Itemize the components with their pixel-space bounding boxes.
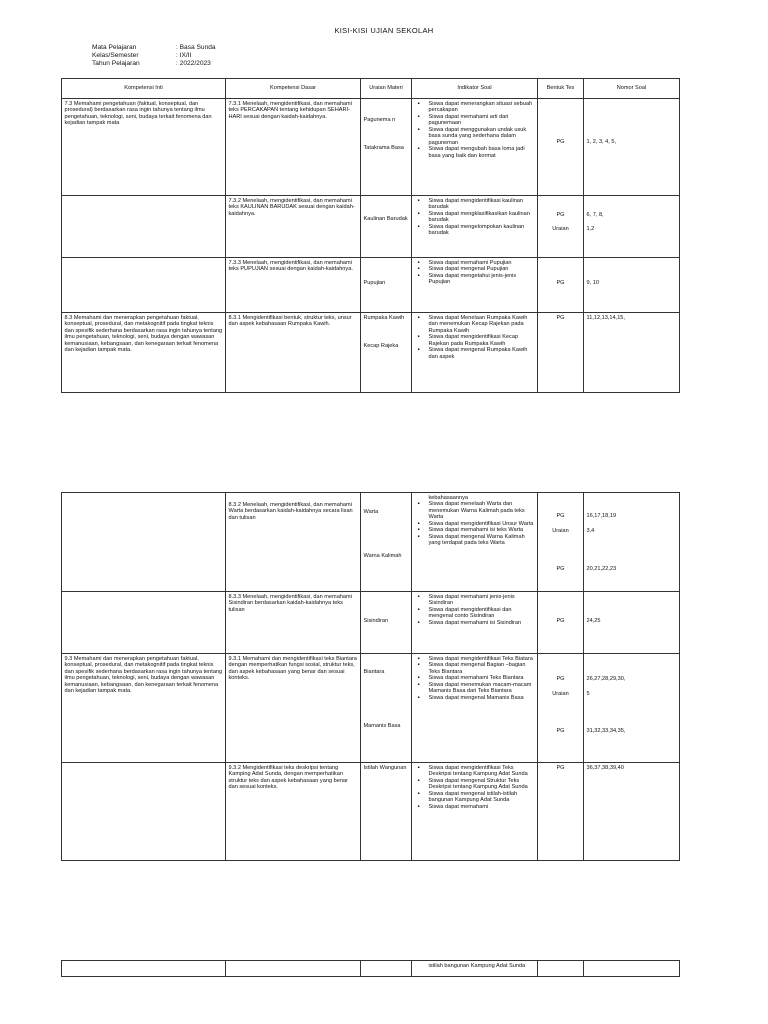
table-row [62,313,680,393]
nomor-item: 6, 7, 8, [586,211,604,218]
table-row [62,654,680,763]
nomor-cell [584,654,680,763]
nomor-cell: 11,12,13,14,15, [584,313,680,393]
kd-text: 8.3.2 Menelaah, mengidentifikasi, dan memahami Warta berdasarkan kaidah-kaidahnya secara lisan dan tulisan [228,501,353,521]
list-item: ▪ Siswa dapat memahami [429,804,535,811]
nomor-item: 16,17,18,19 [586,512,617,519]
meta-label: Tahun Pelajaran [92,59,140,67]
kd-cell [226,961,361,977]
list-item: ▪ Siswa dapat menggunakan undak usuk basa sunda yang sederhana dalam paguneman [429,127,535,147]
nomor-cell [584,961,680,977]
list-item: ▪ Siswa dapat mengidentifikasi Kecap Rajekan pada Rumpaka Kawih [429,334,535,347]
list-item: ▪ Siswa dapat mengidentifikasi kaulinan barudak [429,198,535,211]
table-row [62,961,680,977]
materi-item: Biantara [363,668,385,675]
bentuk-item: Uraian [552,226,569,232]
list-item: ▪ Siswa dapat mengklasifikasikan kaulinan barudak [429,211,535,224]
bentuk-item: PG [556,138,565,145]
list-item: ▪ Siswa dapat memahami Pupujian [429,260,535,267]
list-item: ▪ Siswa dapat memahami arti dari pagunemaan [429,114,535,127]
ki-cell [62,961,226,977]
list-item: ▪ Siswa dapat mengenal Struktur Teks Deskripsi tentang Kampung Adat Sunda [429,778,535,791]
list-item: ▪ Siswa dapat menerangkan situasi sebuah percakapan [429,101,535,114]
indikator-cell [412,258,538,313]
materi-cell [361,961,412,977]
nomor-cell [584,592,680,654]
header-indikator: Indikator Soal [412,79,538,99]
bentuk-item: PG [556,617,565,624]
materi-item: Mamanis Basa [363,723,401,729]
kd-cell [226,493,361,592]
header-kd: Kompetensi Dasar [226,79,361,99]
grid-table-part-1 [61,78,680,393]
ki-cell: 9.3 Memahami dan menerapkan pengetahuan faktual, konseptual, prosedural, dan metakognitif pada tingkat teknis dan spesifik sederhana berdasarkan rasa ingin tahunya tentang ilmu pengetahuan, teknologi, seni, budaya dengan wawasan kemanusiaan, kebangsaan, dan kenegaraan terkait fenomena dan kejadian tampak mata. [62,654,226,763]
list-item: ▪ Siswa dapat mengetahui jenis-jenis Pupujian [429,273,535,286]
bentuk-item: PG [556,211,565,218]
materi-cell [361,258,412,313]
bentuk-cell: PG [538,313,584,393]
indikator-cell [412,493,538,592]
materi-cell [361,196,412,258]
meta-value: : Basa Sunda [176,44,216,51]
materi-item: Tatakrama Basa [363,145,404,151]
nomor-cell [584,258,680,313]
meta-value: : IX/II [176,51,192,59]
nomor-cell [584,196,680,258]
table-row [62,99,680,196]
list-item: ▪ Siswa dapat memahami isi Sisindiran [429,620,535,627]
grid-table-part-3 [61,960,680,977]
ki-cell [62,493,226,592]
list-item: ▪ Siswa dapat memahami isi teks Warta [429,527,535,534]
list-item: ▪ Siswa dapat mengidentifikasi Unsur Warta [429,521,535,528]
nomor-item: 31,32,33,34,35, [586,727,626,734]
ki-cell [62,592,226,654]
nomor-item: 1, 2, 3, 4, 5, [586,138,617,145]
header-materi: Uraian Materi [361,79,412,99]
table-row [62,763,680,861]
list-item: ▪ Siswa dapat Menelaan Rumpaka Kawih dan menemukan Kecap Rajekan pada Rumpaka Kawih [429,315,535,335]
bentuk-item: Uraian [552,691,569,697]
bentuk-item: PG [556,727,565,734]
bentuk-item: PG [556,512,565,519]
nomor-cell [584,99,680,196]
bentuk-cell [538,961,584,977]
ki-cell [62,763,226,861]
materi-item: Warna Kalimah [363,553,402,559]
table-row [62,196,680,258]
table-row [62,493,680,592]
nomor-cell: 36,37,38,39,40 [584,763,680,861]
indikator-cell [412,961,538,977]
header-nomor: Nomor Soal [584,79,680,99]
list-item: ▪ Siswa dapat menelaah Warta dan menemukan Warna Kalimah pada teks Warta [429,501,535,521]
materi-item: Kaulinan Barudak [363,215,408,222]
list-item: ▪ Siswa dapat mengenal Bagian –bagian Teks Biantara [429,662,535,675]
nomor-item: 26,27,28,29,30, [586,675,626,682]
list-item: ▪ Siswa dapat memahami Teks Biantara [429,675,535,682]
indikator-cell [412,592,538,654]
meta-row-class [92,52,216,60]
materi-item: Pupujian [363,279,386,286]
materi-item: Rumpaka Kawih [363,314,405,321]
indikator-cell [412,196,538,258]
meta-label: Mata Pelajaran [92,44,137,51]
nomor-item: 24,25 [586,617,601,624]
document-meta [92,44,216,68]
materi-cell [361,493,412,592]
list-item: ▪ Siswa dapat mengenal istilah-istilah bangunan Kampung Adat Sunda [429,791,535,804]
materi-item: Sisindiran [363,617,389,624]
materi-item: Kecap Rajeka [363,343,399,349]
table-header-row [62,79,680,99]
ki-cell: 8.3 Memahami dan menerapkan pengetahuan faktual, konseptual, prosedural, dan metakognitif pada tingkat teknis dan spesifik sederhana berdasarkan rasa ingin tahunya tentang ilmu pengetahuan, teknologi, seni, budaya dengan wawasan kemanusiaan, kebangsaan, dan kenegaraan terkait fenomena dan kejadian tampak mata. [62,313,226,393]
meta-row-year [92,60,216,68]
ki-cell [62,196,226,258]
bentuk-item: Uraian [552,528,569,534]
bentuk-cell [538,258,584,313]
header-ki: Kompetensi Inti [62,79,226,99]
bentuk-cell: PG [538,763,584,861]
indikator-continued: istilah bangunan Kampung Adat Sunda [428,962,526,969]
nomor-item: 9, 10 [586,279,599,286]
bentuk-cell [538,493,584,592]
bentuk-cell [538,592,584,654]
materi-item: Warta [363,508,379,515]
kd-cell: 8.3.3 Menelaah, mengidentifikasi, dan memahami Sisindiran berdasarkan kaidah-kaidahnya teks tulisan [226,592,361,654]
indikator-cell [412,313,538,393]
bentuk-cell [538,196,584,258]
kd-cell: 7.3.1 Menelaah, mengidentifikasi, dan memahami teks PERCAKAPAN tentang kehidupan SEHARI-HARI sesuai dengan kaidah-kaidahnya. [226,99,361,196]
materi-cell [361,99,412,196]
kd-cell: 9.3.2 Mengidentifikasi teks deskripsi tentang Kamping Adat Sunda, dengan memperhatikan struktur teks dan aspek kebahasaan yang benar dan sesuai konteks. [226,763,361,861]
nomor-item: 20,21,22,23 [586,565,617,572]
list-item: ▪ Siswa dapat mengenal Mamanis Basa [429,695,535,702]
meta-row-subject [92,44,216,52]
indikator-continued: kebahasaannya [428,494,469,501]
indikator-cell [412,99,538,196]
grid-table-part-2 [61,492,680,861]
nomor-item: 1,2 [586,226,595,232]
list-item: ▪ Siswa dapat mengidentifikasi Teks Deskripsi tentang Kampung Adat Sunda [429,765,535,778]
bentuk-item: PG [556,279,565,286]
kd-cell: 9.3.1 Memahami dan mengidentifikasi teks Biantara dengan memperhatikan fungsi sosial, struktur teks, dan aspek kebahasaan yang benar dan sesuai konteks. [226,654,361,763]
list-item: ▪ Siswa dapat mengelompokan kaulinan barudak [429,224,535,237]
bentuk-cell [538,99,584,196]
ki-cell: 7.3 Memahami pengetahuan (faktual, konseptual, dan prosedural) berdasarkan rasa ingin tahunya tentang ilmu pengetahuan, teknologi, seni, budaya terkait fenomena dan kejadian tampak mata [62,99,226,196]
page-title: KISI-KISI UJIAN SEKOLAH [334,26,434,35]
indikator-cell [412,654,538,763]
list-item: ▪ Siswa dapat mengidentifikasi dan mengenal conto Sisindiran [429,607,535,620]
nomor-cell [584,493,680,592]
list-item: ▪ Siswa dapat memahami jenis-jenis Sisindiran [429,594,535,607]
bentuk-item: PG [556,675,565,682]
kd-cell: 7.3.2 Menelaah, mengidentifikasi, dan memahami teks KAULINAN BARUDAK sesuai dengan kaidah-kaidahnya. [226,196,361,258]
list-item: ▪ Siswa dapat mengenal Warna Kalimah yang terdapat pada teks Warta [429,534,535,547]
list-item: ▪ Siswa dapat mengubah basa loma jadi basa yang baik dan kormat [429,146,535,159]
bentuk-item: PG [556,565,565,572]
list-item: ▪ Siswa dapat mengenal Rumpaka Kawih dan aspek [429,347,535,360]
table-row [62,592,680,654]
indikator-cell [412,763,538,861]
ki-cell [62,258,226,313]
bentuk-cell [538,654,584,763]
header-bentuk: Bentuk Tes [538,79,584,99]
list-item: ▪ Siswa dapat menemukan macam-macam Mamanis Basa dari Teks Biantara [429,682,535,695]
materi-cell [361,592,412,654]
kd-cell: 7.3.3 Menelaah, mengidentifikasi, dan memahami teks PUPUJIAN sesuai dengan kaidah-kaidahnya. [226,258,361,313]
materi-cell [361,313,412,393]
meta-value: : 2022/2023 [176,59,211,67]
nomor-item: 5 [586,691,590,697]
materi-cell: Istilah Wangunan [361,763,412,861]
list-item: ▪ Siswa dapat mengidentifikasi Teks Biatara [429,656,535,663]
nomor-item: 3,4 [586,528,595,534]
list-item: ▪ Siswa dapat mengenal Pupujian [429,266,535,273]
materi-cell [361,654,412,763]
meta-label: Kelas/Semester [92,51,139,59]
materi-item: Pagunema n [363,116,396,123]
kd-cell: 8.3.1 Mengidentifikasi bentuk, struktur teks, unsur dan aspek kebahasaan Rumpaka Kawih. [226,313,361,393]
table-row [62,258,680,313]
